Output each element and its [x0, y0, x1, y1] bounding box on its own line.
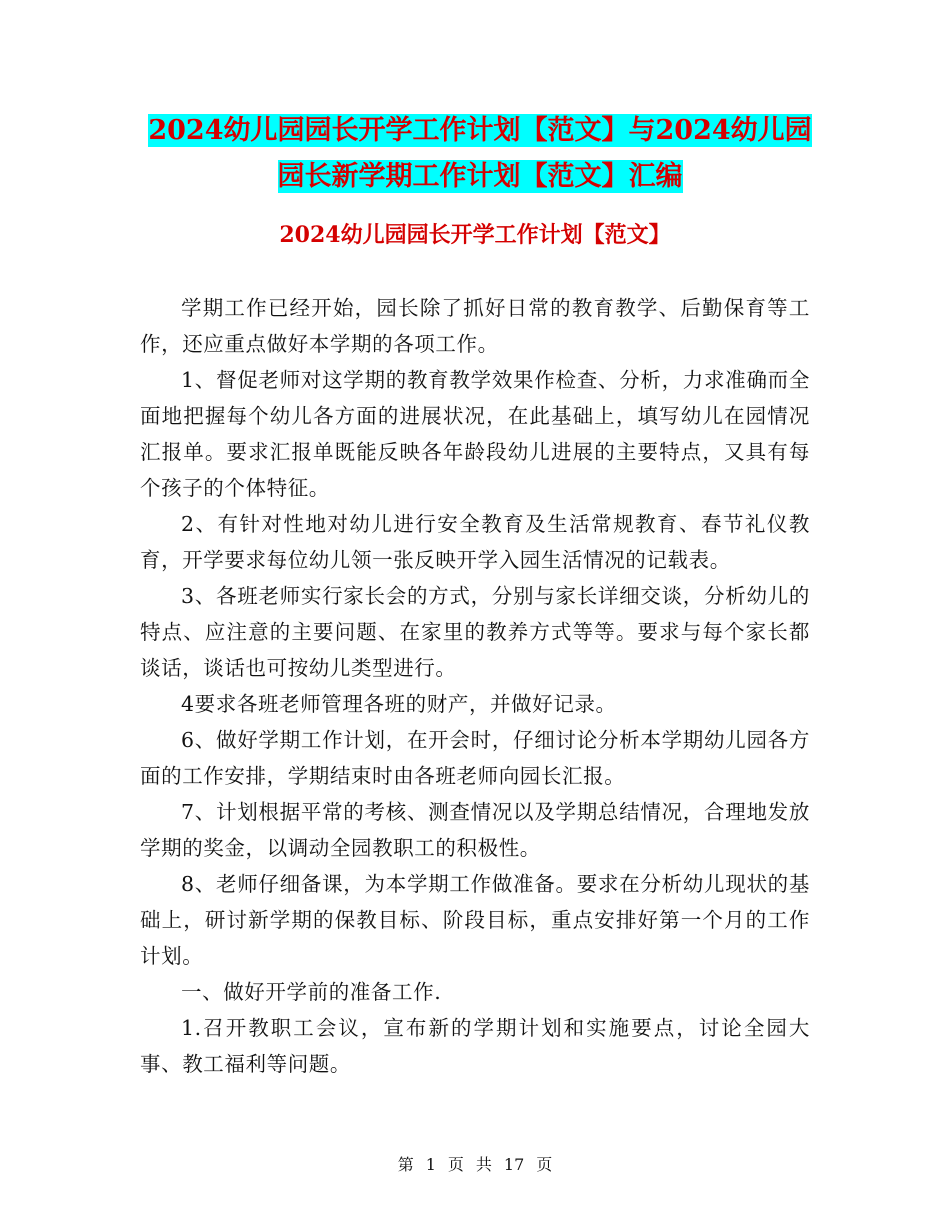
paragraph: 6、做好学期工作计划，在开会时，仔细讨论分析本学期幼儿园各方面的工作安排，学期结束时由各班老师向园长汇报。	[140, 728, 810, 788]
paragraph: 1.召开教职工会议，宣布新的学期计划和实施要点，讨论全园大事、教工福利等问题。	[140, 1016, 810, 1076]
total-word: 页	[536, 1155, 553, 1174]
page-word: 页	[447, 1155, 464, 1174]
paragraph: 7、计划根据平常的考核、测查情况以及学期总结情况，合理地发放学期的奖金，以调动全园教职工的积极性。	[140, 800, 810, 860]
total-pages: 17	[503, 1155, 525, 1174]
document-body	[140, 290, 810, 1082]
paragraph: 2、有针对性地对幼儿进行安全教育及生活常规教育、春节礼仪教育，开学要求每位幼儿领一张反映开学入园生活情况的记载表。	[140, 512, 810, 572]
paragraph: 8、老师仔细备课，为本学期工作做准备。要求在分析幼儿现状的基础上，研讨新学期的保教目标、阶段目标，重点安排好第一个月的工作计划。	[140, 872, 810, 968]
page-number: 1	[425, 1155, 436, 1174]
document-title	[140, 108, 820, 200]
paragraph: 一、做好开学前的准备工作.	[181, 980, 442, 1004]
paragraph: 3、各班老师实行家长会的方式，分别与家长详细交谈，分析幼儿的特点、应注意的主要问题、在家里的教养方式等等。要求与每个家长都谈话，谈话也可按幼儿类型进行。	[140, 584, 810, 680]
page-label: 第	[397, 1155, 414, 1174]
page-footer	[0, 1152, 950, 1175]
paragraph: 1、督促老师对这学期的教育教学效果作检查、分析，力求准确而全面地把握每个幼儿各方面的进展状况，在此基础上，填写幼儿在园情况汇报单。要求汇报单既能反映各年龄段幼儿进展的主要特点，又具有每个孩子的个体特征。	[140, 368, 810, 500]
total-label: 共	[475, 1155, 492, 1174]
title-line-2: 园长新学期工作计划【范文】汇编	[277, 161, 683, 192]
paragraph: 学期工作已经开始，园长除了抓好日常的教育教学、后勤保育等工作，还应重点做好本学期的各项工作。	[140, 296, 810, 356]
title-line-1: 2024幼儿园园长开学工作计划【范文】与2024幼儿园	[148, 115, 812, 146]
paragraph: 4要求各班老师管理各班的财产，并做好记录。	[181, 692, 617, 716]
section-title: 2024幼儿园园长开学工作计划【范文】	[279, 222, 671, 248]
